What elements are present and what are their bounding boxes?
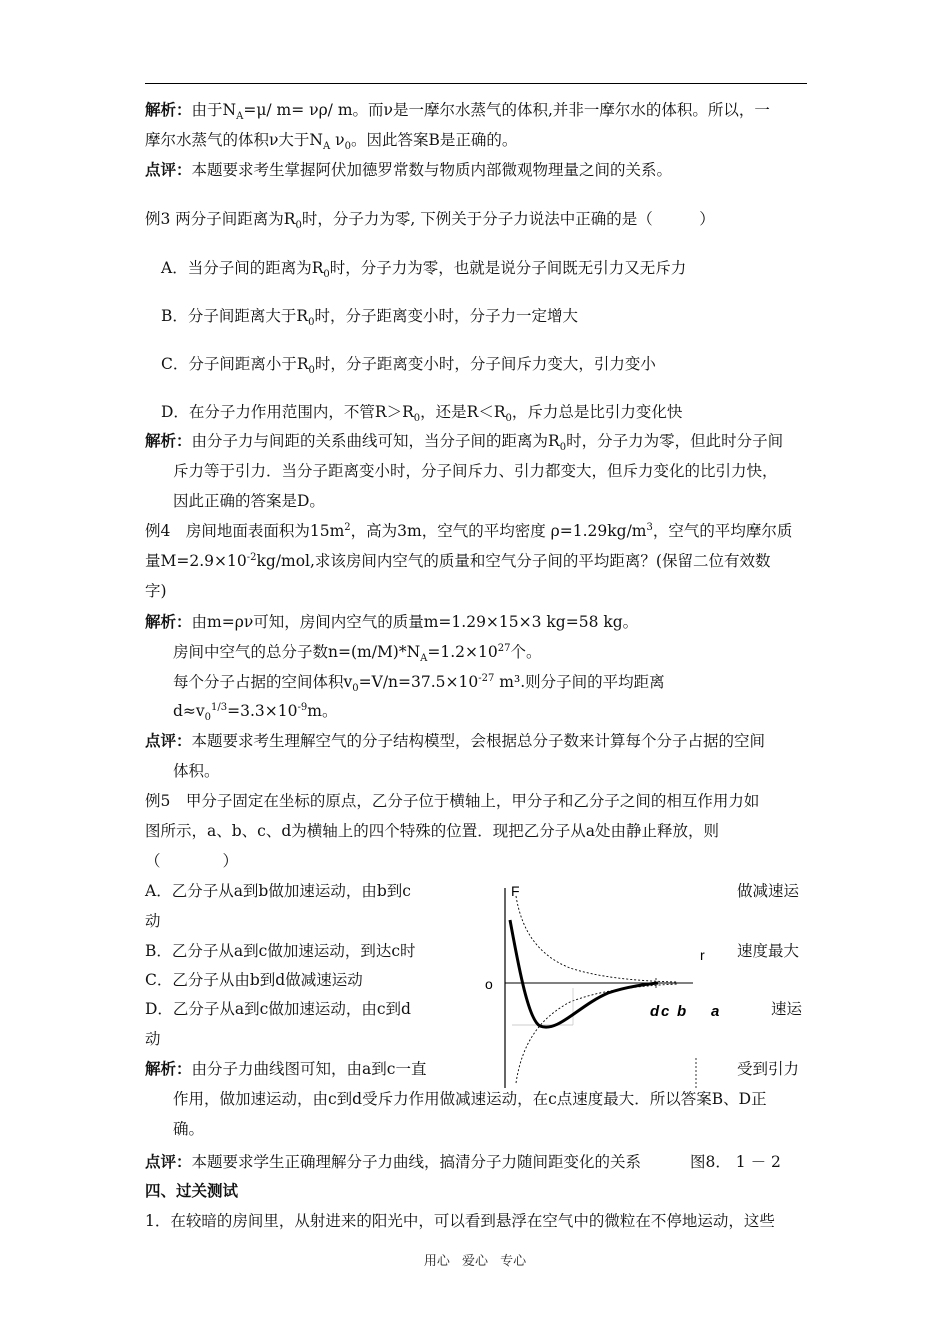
example5-option-d: D．乙分子从a到c做加速运动，由c到d — [145, 1000, 411, 1018]
analysis-line: 摩尔水蒸气的体积ν大于$N_A$ $\nu_0$。因此答案B是正确的。 — [145, 131, 518, 153]
point-d-label: d — [650, 1003, 660, 1020]
example4-question: 例4 房间地面表面积为$15m^2$，高为3m，空气的平均密度 $\rho=1.29kg/m^3$，空气的平均摩尔质 — [145, 521, 793, 540]
example4-question: 字) — [145, 582, 167, 600]
resultant-force-curve — [510, 920, 658, 1027]
example5-question: （ ） — [145, 852, 239, 870]
figure-caption: 图8． 1 － 2 — [690, 1153, 781, 1171]
example5-option-a: A．乙分子从a到b做加速运动，由b到c — [145, 882, 411, 900]
example4-question: 量$M=2.9\times 10^{-2}kg$/mol,求该房间内空气的质量和空气分子间的平均距离？(保留二位有效数 — [145, 551, 771, 570]
header-rule — [145, 83, 807, 84]
y-axis-label: F — [511, 883, 520, 899]
example5-analysis: 作用，做加速运动，由c到d受斥力作用做减速运动，在c点速度最大．所以答案B、D正 — [173, 1090, 767, 1108]
example5-question: 例5 甲分子固定在坐标的原点，乙分子位于横轴上，甲分子和乙分子之间的相互作用力如 — [145, 792, 760, 810]
example3-question: 例3 两分子间距离为$R_0$时，分子力为零, 下例关于分子力说法中正确的是（ ） — [145, 210, 715, 232]
example4-comment: 体积。 — [173, 762, 220, 780]
example3-analysis: 解析：由分子力与间距的关系曲线可知，当分子间的距离为$R_0$时，分子力为零，但此时分子间 — [145, 431, 784, 454]
test-question-1: 1．在较暗的房间里，从射进来的阳光中，可以看到悬浮在空气中的微粒在不停地运动，这些 — [145, 1212, 775, 1230]
example4-analysis: 解析：由m=ρν可知，房间内空气的质量m=1.29×15×3 kg=58 kg。 — [145, 612, 639, 631]
origin-label: o — [485, 976, 493, 992]
analysis-line: 解析：由于$N_A=\mu/$ m= νρ/ m。而ν是一摩尔水蒸气的体积,并非一摩尔水的体积。所以，一 — [145, 100, 770, 123]
example4-comment: 点评：本题要求考生理解空气的分子结构模型，会根据总分子数来计算每个分子占据的空间 — [145, 731, 766, 750]
example5-question: 图所示，a、b、c、d为横轴上的四个特殊的位置．现把乙分子从a处由静止释放，则 — [145, 822, 720, 840]
example5-option-d-right: 速运 — [771, 1000, 803, 1018]
section-title: 四、过关测试 — [145, 1181, 239, 1200]
x-axis-label: r — [700, 947, 705, 963]
example5-analysis: 确。 — [173, 1120, 205, 1138]
page-footer: 用心 爱心 专心 — [423, 1254, 527, 1269]
example5-analysis-right: 受到引力 — [737, 1060, 800, 1078]
example5-option-c: C．乙分子从由b到d做减速运动 — [145, 971, 363, 989]
example5-option-a-right: 做减速运 — [737, 882, 800, 900]
example5-option-a-wrap: 动 — [145, 912, 161, 930]
example3-analysis: 斥力等于引力．当分子距离变小时，分子间斥力、引力都变大，但斥力变化的比引力快， — [173, 462, 778, 480]
example5-option-b: B．乙分子从a到c做加速运动，到达c时 — [145, 942, 416, 960]
point-c-label: c — [661, 1003, 670, 1020]
point-b-label: b — [677, 1003, 687, 1020]
example4-analysis: $d\approx v_0^{1/3}=3.3\times 10^{-9}m$。 — [173, 701, 338, 724]
example5-option-d-wrap: 动 — [145, 1030, 161, 1048]
example3-option-c: C．分子间距离小于$R_0$时，分子距离变小时，分子间斥力变大，引力变小 — [161, 355, 656, 377]
example4-analysis: 房间中空气的总分子数$n=(m/M)*N_A=1.2\times 10^{27}$个。 — [173, 642, 542, 665]
comment-line: 点评：本题要求考生掌握阿伏加德罗常数与物质内部微观物理量之间的关系。 — [145, 160, 673, 179]
repulsion-curve — [516, 896, 678, 982]
example5-option-b-right: 速度最大 — [737, 942, 800, 960]
example3-option-b: B．分子间距离大于$R_0$时，分子距离变小时，分子力一定增大 — [161, 307, 578, 329]
example3-option-a: A．当分子间的距离为$R_0$时，分子力为零，也就是说分子间既无引力又无斥力 — [161, 259, 687, 281]
example4-analysis: 每个分子占据的空间体积$v_0=V/n=37.5\times 10^{-27}$ m³.则分子间的平均距离 — [173, 672, 665, 695]
example5-analysis: 解析：由分子力曲线图可知，由a到c一直 — [145, 1059, 427, 1078]
example3-option-d: D．在分子力作用范围内，不管$R>R_0$，还是$R<R_0$，斥力总是比引力变化快 — [161, 403, 683, 425]
point-a-label: a — [711, 1003, 720, 1020]
force-distance-graph — [478, 878, 718, 1093]
example3-analysis: 因此正确的答案是D。 — [173, 492, 325, 510]
example5-comment: 点评：本题要求学生正确理解分子力曲线，搞清分子力随间距变化的关系 — [145, 1152, 642, 1171]
